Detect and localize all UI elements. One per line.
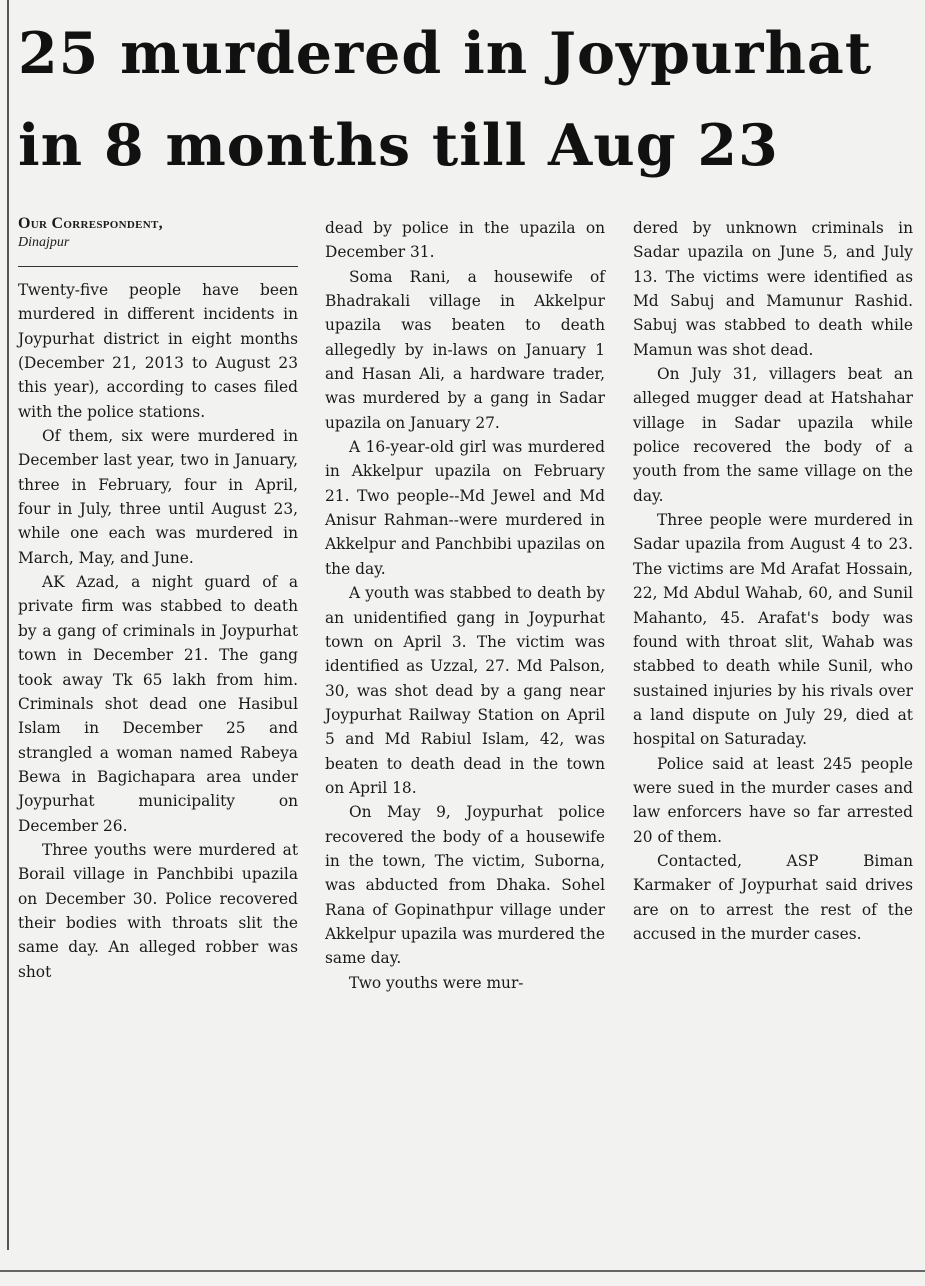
headline-line-2: in 8 months till Aug 23 [18, 112, 779, 179]
paragraph: dered by unknown criminals in Sadar upazila on June 5, and July 13. The victims were identified as Md Sabuj and Mamunur Rashid. Sabuj was stabbed to death while Mamun was shot dead. [633, 219, 913, 359]
paragraph: On May 9, Joypurhat police recovered the body of a housewife in the town, The victim, Suborna, was abducted from Dhaka. Sohel Rana of Gopinathpur village under Akkelpur upazila was murdered the same day. [325, 803, 605, 968]
paragraph: On July 31, villagers beat an alleged mugger dead at Hatshahar village in Sadar upazila while police recovered the body of a youth from the same village on the day. [633, 365, 913, 505]
headline [18, 8, 918, 192]
paragraph: A 16-year-old girl was murdered in Akkelpur upazila on February 21. Two people--Md Jewel and Md Anisur Rahman--were murdered in Akkelpur and Panchbibi upazilas on the day. [325, 438, 605, 578]
bottom-rule [0, 1270, 925, 1272]
article-column-2 [325, 216, 605, 995]
byline [18, 215, 300, 251]
article-column-1 [18, 278, 298, 984]
paragraph: A youth was stabbed to death by an unidentified gang in Joypurhat town on April 3. The victim was identified as Uzzal, 27. Md Palson, 30, was shot dead by a gang near Joypurhat Railway Station on April 5 and Md Rabiul Islam, 42, was beaten to death dead in the town on April 18. [325, 584, 605, 797]
paragraph: Three youths were murdered at Borail village in Panchbibi upazila on December 30. Police recovered their bodies with throats slit the same day. An alleged robber was shot [18, 840, 298, 981]
paragraph: Two youths were mur- [349, 973, 524, 992]
paragraph: Three people were murdered in Sadar upazila from August 4 to 23. The victims are Md Arafat Hossain, 22, Md Abdul Wahab, 60, and Sunil Mahanto, 45. Arafat's body was found with throat slit, Wahab was stabbed to death while Sunil, who sustained injuries by his rivals over a land dispute on July 29, died at hospital on Saturaday. [633, 511, 913, 749]
paragraph: Contacted, ASP Biman Karmaker of Joypurhat said drives are on to arrest the rest of the accused in the murder cases. [633, 851, 913, 943]
paragraph: Soma Rani, a housewife of Bhadrakali village in Akkelpur upazila was beaten to death allegedly by in-laws on January 1 and Hasan Ali, a hardware trader, was murdered by a gang in Sadar upazila on January 27. [325, 267, 605, 432]
byline-divider [18, 266, 298, 267]
headline-line-1: 25 murdered in Joypurhat [18, 20, 873, 87]
byline-name: Our Correspondent, [18, 215, 163, 232]
paragraph: Police said at least 245 people were sued in the murder cases and law enforcers have so far arrested 20 of them. [633, 754, 913, 846]
article-column-3 [633, 216, 913, 946]
paragraph: Twenty-five people have been murdered in different incidents in Joypurhat district in eight months (December 21, 2013 to August 23 this year), according to cases filed with the police stations. [18, 281, 298, 421]
paragraph: dead by police in the upazila on December 31. [325, 219, 605, 262]
byline-place: Dinajpur [18, 235, 70, 250]
left-column-rule [7, 0, 9, 1250]
paragraph: AK Azad, a night guard of a private firm was stabbed to death by a gang of criminals in Joypurhat town in December 21. The gang took away Tk 65 lakh from him. Criminals shot dead one Hasibul Islam in December 25 and strangled a woman named Rabeya Bewa in Bagichapara area under Joypurhat municipality on December 26. [18, 573, 298, 835]
paragraph: Of them, six were murdered in December last year, two in January, three in February, four in April, four in July, three until August 23, while one each was murdered in March, May, and June. [18, 427, 298, 567]
